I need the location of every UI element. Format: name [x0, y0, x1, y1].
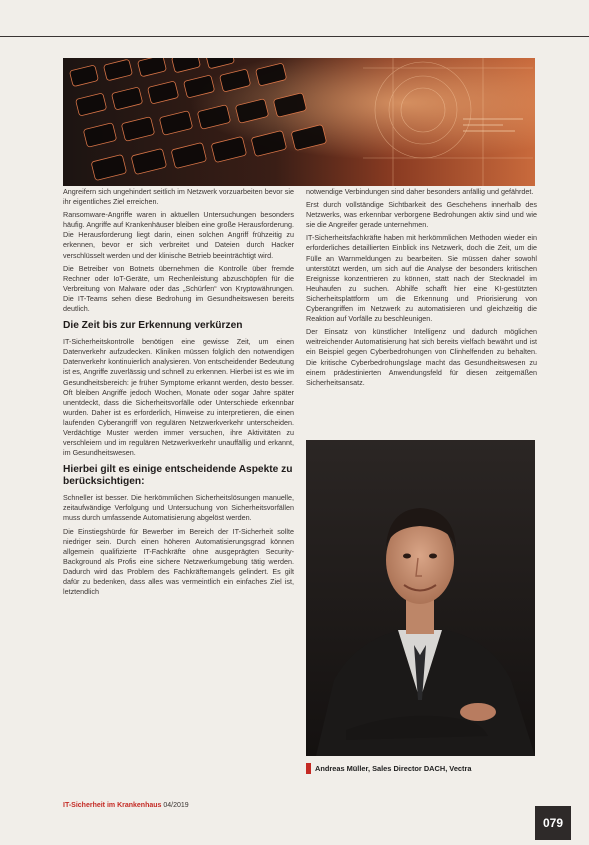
page-number: 079 — [535, 806, 571, 840]
footer-publication: IT-Sicherheit im Krankenhaus — [63, 802, 162, 809]
paragraph: Angreifern sich ungehindert seitlich im Netzwerk vorzuarbeiten bevor sie ihr eigentliches Ziel erreichen. — [63, 187, 294, 207]
paragraph: Ransomware-Angriffe waren in aktuellen Untersuchungen besonders häufig. Angriffe auf Krankenhäuser bleiben eine große Herausforderung. Die Herausforderung liegt darin, einen solchen Angriff frühzeitig zu erkennen, bevor er sich verbreitet und Dateien durch Hacker verschlüsselt werden und der klinische Betrieb beeinträchtigt wird. — [63, 210, 294, 260]
portrait-photo — [306, 440, 535, 756]
page-footer — [63, 802, 189, 809]
photo-caption — [306, 762, 472, 774]
paragraph: IT-Sicherheitskontrolle benötigen eine gewisse Zeit, um einen Datenverkehr aufzudecken. Kliniken müssen folglich den notwendigen Datenverkehr kontinuierlich analysieren. Von entscheidender Bedeutung ist es, Angriffe zuverlässig und schnell zu erkennen. Hierbei ist es wie im Gesundheitsbereich: je früher Symptome erkannt werden, desto besser. Oft bleiben Angriffe jedoch Wochen, Monate oder sogar Jahre später unentdeckt, dass die Sicherheitsvorfälle oder Unterschiede erkennbar wurden. Daher ist es erforderlich, Hinweise zu interpretieren, die einen laufenden Cyberangriff von regulären Netzwerkverkehr unterscheiden. Verdächtige Muster werden immer versuchen, ihre Aktivitäten zu verschleiern und im regulären Netzwerkverkehr unauffällig und erkannt, im Gesundheitswesen. — [63, 337, 294, 458]
keyboard-header-image — [63, 58, 535, 186]
section-heading: Die Zeit bis zur Erkennung verkürzen — [63, 320, 243, 332]
caption-marker — [306, 763, 311, 774]
paragraph: Erst durch vollständige Sichtbarkeit des Geschehens innerhalb des Netzwerks, was erkennbar verborgene Bedrohungen aktiv sind und wie sie die Angreifer gerade unternehmen. — [306, 200, 537, 230]
caption-text: Andreas Müller, Sales Director DACH, Vectra — [315, 763, 472, 773]
paragraph: IT-Sicherheitsfachkräfte haben mit herkömmlichen Methoden wieder ein erforderliches detaillierten Einblick ins Netzwerk, doch die Zeit, um die Fülle an Warnmeldungen zu bearbeiten. Sie müssen daher sowohl unterstützt werden, um sich auf die Analyse der besonders kritischen Ereignisse konzentrieren zu können, statt nach der Stecknadel im Heuhaufen zu suchen. Abhilfe schafft hier eine KI-gestützten Sicherheitsplattform um die Erkennung und Priorisierung von Cyberangriffen im Netzwerk zu automatisieren und gleichzeitig die Reaktion auf Vorfälle zu beschleunigen. — [306, 233, 537, 324]
section-heading: Hierbei gilt es einige entscheidende Aspekte zu berücksichtigen: — [63, 464, 293, 488]
right-column — [306, 187, 537, 391]
top-rule — [0, 36, 589, 37]
paragraph: Die Einstiegshürde für Bewerber im Bereich der IT-Sicherheit sollte niedriger sein. Durch einen höheren Automatisierungsgrad können allgemein qualifizierte IT-Fachkräfte ohne ausgeprägten Security-Background als Profis eine sichere Netzwerkumgebung tätig werden. Dadurch wird das Problem des Fachkräftemangels gelindert. Es gilt dafür zu bedenken, dass alles was vermeintlich ein einfaches Ziel ist, letztendlich — [63, 526, 294, 597]
left-column — [63, 187, 294, 600]
paragraph: notwendige Verbindungen sind daher besonders anfällig und gefährdet. — [306, 187, 534, 196]
paragraph: Die Betreiber von Botnets übernehmen die Kontrolle über fremde Rechner oder IoT-Geräte, um Rechenleistung abzuschöpfen für die Verbreitung von Malware oder das „Schürfen“ von Kryptowährungen. Die IT-Teams sehen diese Bedrohung im Gesundheitswesen bereits deutlich. — [63, 263, 294, 314]
footer-issue: 04/2019 — [163, 802, 189, 809]
paragraph: Der Einsatz von künstlicher Intelligenz und dadurch möglichen weitreichender Automatisierung hat sich bereits vielfach bewährt und ist ein Beispiel gegen Cyberbedrohungen von Clinhelfenden zu behalten. Die kritische Cyberbedrohungslage macht das Gesundheitswesen zu einem prädestinierten Anwendungsfeld für diesen zeitgemäßen Sicherheitsansatz. — [306, 327, 537, 387]
paragraph: Schneller ist besser. Die herkömmlichen Sicherheitslösungen manuelle, zeitaufwändige Verfolgung und Untersuchung von Sicherheitsvorfällen muss durch umfassende Automatisierung abgelöst werden. — [63, 493, 294, 523]
